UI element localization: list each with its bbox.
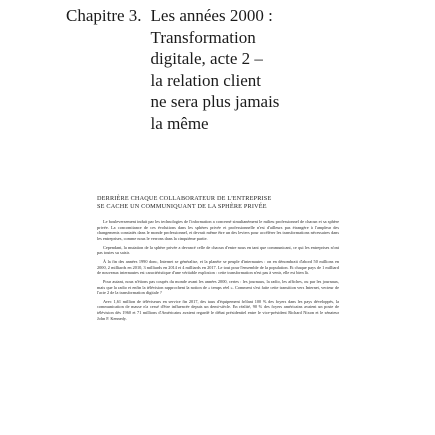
chapter-title-line: la relation client xyxy=(150,70,261,90)
paragraph: Avec 1,61 million de téléviseurs en service fin 2017, des taux d'équipement frôlant 100 % des foyers dans les pays développés, la communication de masse n'a cessé d'être influencée depuis un demi-siècle. En réalité, 90 % des foyers américains avaient un poste de télévision dès 1960 et 71 millions d'Américains avaient regardé le débat présidentiel entre le vice-président Richard Nixon et le sénateur John F. Kennedy. xyxy=(97,298,339,321)
section-heading xyxy=(97,195,337,211)
chapter-title xyxy=(151,5,280,134)
paragraph: À la fin des années 1990 donc, Internet se généralise, et la planète se peuple d'internautes : on en dénombrait d'abord 50 millions en 2000, 2 milliards en 2010, 3 milliards en 2014 et 4 milliards en 2017. Le tout pour l'ensemble de la population. Et chaque pays de 1 milliard de nouveaux internautes est caractéristique d'une véritable explosion : cette transformation n'est pas à venir, elle est bien là. xyxy=(97,258,339,276)
chapter-heading xyxy=(66,5,366,134)
chapter-title-line: ne sera plus jamais xyxy=(150,92,280,111)
chapter-label: Chapitre 3. xyxy=(66,6,142,25)
chapter-title-line: Transformation xyxy=(150,27,256,47)
section-heading-line: DERRIÈRE CHAQUE COLLABORATEUR DE L'ENTREPRISE xyxy=(97,195,272,202)
body-text xyxy=(97,219,339,324)
paragraph: Pour autant, nous n'étions pas coupés du monde avant les années 2000, certes : les journaux, la radio, les affiches, ou par les journaux, mais que la radio et enfin la télévision rapprochent la notion de « temps réel ». Comment s'est faite cette transition vers Internet, vecteur de l'acte 2 de la transformation digitale ? xyxy=(97,278,339,296)
chapter-title-line: la même xyxy=(150,113,209,133)
paragraph: Cependant, la mutation de la sphère privée a devancé celle de chacun d'entre nous en tant que communicant, ce qui les entreprises n'ont pas toutes su saisir. xyxy=(97,244,339,256)
paragraph: Le bouleversement induit par les technologies de l'information a concerné simultanément le milieu professionnel de chacun et sa sphère privée. La concomitance de ces évolutions dans les sphères privée et professionnelle n'est d'ailleurs pas étrangère à l'ampleur des changements constatés dans le monde professionnel, et devrait même être un des leviers pour accélérer les transformations nécessaires dans les entreprises, comme nous le verrons dans la cinquième partie. xyxy=(97,219,339,241)
chapter-title-line: Les années 2000 : xyxy=(150,6,273,25)
section-heading-line: SE CACHE UN COMMUNIQUANT DE LA SPHÈRE PRIVÉE xyxy=(97,203,267,210)
chapter-title-line: digitale, acte 2 – xyxy=(150,49,263,68)
